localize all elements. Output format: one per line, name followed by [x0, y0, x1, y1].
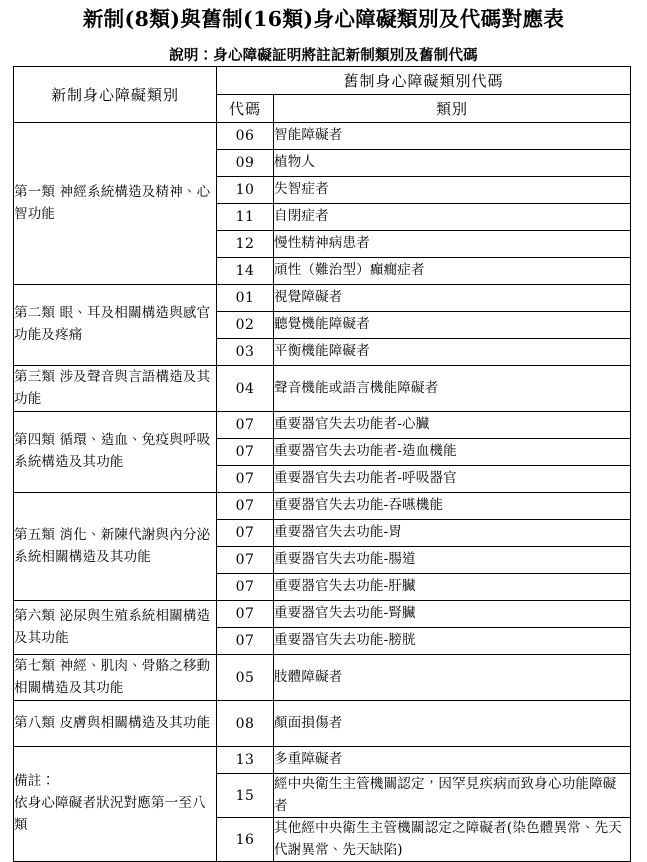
category-cell: 頑性（難治型）癲癇症者: [274, 258, 631, 285]
header-code: 代碼: [217, 95, 274, 123]
code-cell: 08: [217, 701, 274, 747]
code-cell: 07: [217, 493, 274, 520]
page-subtitle: 說明：身心障礙証明將註記新制類別及舊制代碼: [169, 46, 478, 64]
new-category-cell: 第六類 泌尿與生殖系統相關構造及其功能: [14, 601, 217, 655]
new-category-cell: 備註： 依身心障礙者狀況對應第一至八類: [14, 747, 217, 862]
table-header: [14, 67, 631, 123]
table-row: [14, 601, 631, 628]
new-category-cell: 第三類 涉及聲音與言語構造及其功能: [14, 366, 217, 412]
new-category-cell: 第二類 眼、耳及相關構造與感官功能及疼痛: [14, 285, 217, 366]
code-cell: 07: [217, 628, 274, 655]
table-row: [14, 366, 631, 412]
code-cell: 07: [217, 547, 274, 574]
new-category-cell: 第四類 循環、造血、免疫與呼吸系統構造及其功能: [14, 412, 217, 493]
table-header-row-top: [14, 67, 631, 95]
code-cell: 07: [217, 574, 274, 601]
table-row: [14, 701, 631, 747]
new-category-cell: 第一類 神經系統構造及精神、心智功能: [14, 123, 217, 285]
category-cell: 重要器官失去功能-膀胱: [274, 628, 631, 655]
category-cell: 經中央衛生主管機關認定，因罕見疾病而致身心功能障礙者: [274, 774, 631, 818]
new-category-cell: 第八類 皮膚與相關構造及其功能: [14, 701, 217, 747]
code-cell: 01: [217, 285, 274, 312]
category-cell: 失智症者: [274, 177, 631, 204]
code-cell: 07: [217, 601, 274, 628]
category-cell: 智能障礙者: [274, 123, 631, 150]
category-cell: 其他經中央衛生主管機關認定之障礙者(染色體異常、先天代謝異常、先天缺陷): [274, 818, 631, 862]
category-cell: 重要器官失去功能者-造血機能: [274, 439, 631, 466]
category-cell: 重要器官失去功能者-心臟: [274, 412, 631, 439]
table-body: [14, 123, 631, 862]
header-old-system: 舊制身心障礙類別代碼: [217, 67, 631, 95]
category-cell: 慢性精神病患者: [274, 231, 631, 258]
table-row: [14, 123, 631, 150]
table-row: [14, 655, 631, 701]
category-cell: 重要器官失去功能-吞嚥機能: [274, 493, 631, 520]
code-cell: 09: [217, 150, 274, 177]
category-cell: 顏面損傷者: [274, 701, 631, 747]
code-cell: 06: [217, 123, 274, 150]
category-cell: 聽覺機能障礙者: [274, 312, 631, 339]
category-cell: 視覺障礙者: [274, 285, 631, 312]
code-cell: 16: [217, 818, 274, 862]
category-cell: 聲音機能或語言機能障礙者: [274, 366, 631, 412]
code-cell: 13: [217, 747, 274, 774]
code-cell: 07: [217, 520, 274, 547]
category-cell: 重要器官失去功能-腎臟: [274, 601, 631, 628]
category-cell: 肢體障礙者: [274, 655, 631, 701]
code-cell: 03: [217, 339, 274, 366]
category-cell: 植物人: [274, 150, 631, 177]
category-cell: 平衡機能障礙者: [274, 339, 631, 366]
code-cell: 12: [217, 231, 274, 258]
code-cell: 14: [217, 258, 274, 285]
category-cell: 重要器官失去功能-肝臟: [274, 574, 631, 601]
table-row: [14, 493, 631, 520]
header-category: 類別: [274, 95, 631, 123]
table-row: [14, 412, 631, 439]
category-cell: 重要器官失去功能-胃: [274, 520, 631, 547]
new-category-cell: 第五類 消化、新陳代謝與內分泌系統相關構造及其功能: [14, 493, 217, 601]
category-cell: 多重障礙者: [274, 747, 631, 774]
code-cell: 15: [217, 774, 274, 818]
table-row: [14, 285, 631, 312]
header-new-system: 新制身心障礙類別: [14, 67, 217, 123]
new-category-cell: 第七類 神經、肌肉、骨骼之移動相關構造及其功能: [14, 655, 217, 701]
page-title: 新制(8類)與舊制(16類)身心障礙類別及代碼對應表: [82, 7, 565, 31]
code-cell: 11: [217, 204, 274, 231]
correspondence-table: [13, 66, 631, 862]
code-cell: 07: [217, 466, 274, 493]
code-cell: 07: [217, 439, 274, 466]
table-row: [14, 747, 631, 774]
category-cell: 自閉症者: [274, 204, 631, 231]
code-cell: 04: [217, 366, 274, 412]
code-cell: 07: [217, 412, 274, 439]
category-cell: 重要器官失去功能-腸道: [274, 547, 631, 574]
correspondence-table-wrapper: [13, 66, 630, 862]
code-cell: 10: [217, 177, 274, 204]
code-cell: 05: [217, 655, 274, 701]
code-cell: 02: [217, 312, 274, 339]
category-cell: 重要器官失去功能者-呼吸器官: [274, 466, 631, 493]
